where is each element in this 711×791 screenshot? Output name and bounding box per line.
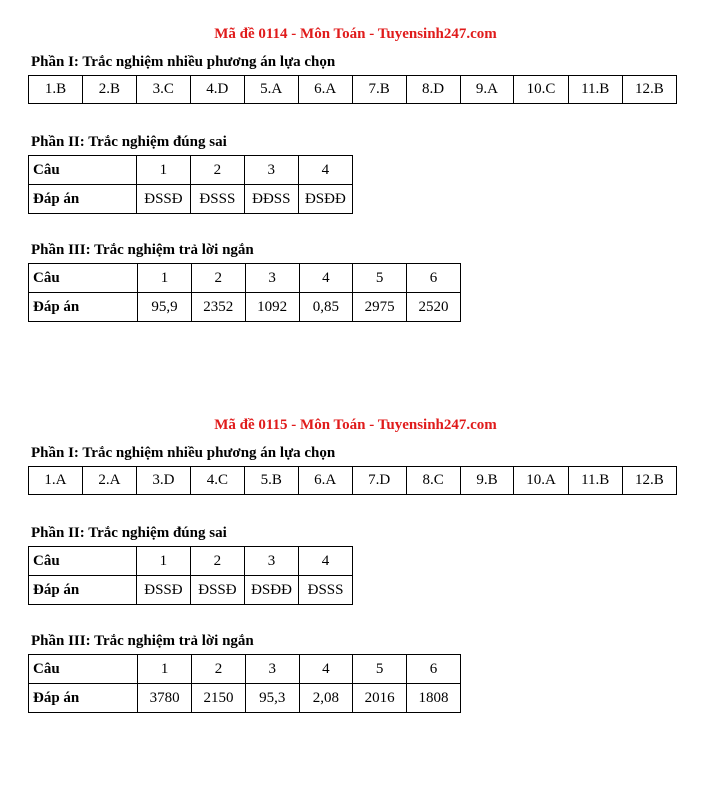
part2-heading: Phần II: Trắc nghiệm đúng sai [31, 525, 227, 541]
answer-cell: 7.D [352, 467, 406, 495]
answer-cell: 2.B [82, 76, 136, 104]
question-cell: 4 [299, 655, 353, 684]
row-header-question: Câu [29, 655, 138, 684]
answer-cell: 2.A [82, 467, 136, 495]
part1-answer-table [28, 466, 677, 495]
answer-cell: ĐSĐĐ [298, 185, 352, 214]
answer-cell: 10.C [514, 76, 568, 104]
question-cell: 3 [245, 655, 299, 684]
question-cell: 3 [244, 156, 298, 185]
answer-cell: 1092 [245, 293, 299, 322]
answer-cell: ĐĐSS [244, 185, 298, 214]
part3-answer-table [28, 263, 461, 322]
table-row [29, 467, 677, 495]
answer-cell: 6.A [298, 76, 352, 104]
question-cell: 4 [298, 156, 352, 185]
part3-heading: Phần III: Trắc nghiệm trả lời ngắn [31, 242, 254, 258]
answer-cell: 2016 [353, 684, 407, 713]
answer-cell: 12.B [622, 467, 676, 495]
answer-cell: 7.B [352, 76, 406, 104]
question-cell: 3 [245, 264, 299, 293]
answer-cell: 95,3 [245, 684, 299, 713]
question-cell: 2 [191, 264, 245, 293]
row-header-question: Câu [29, 264, 138, 293]
answer-cell: 11.B [568, 467, 622, 495]
row-header-question: Câu [29, 156, 137, 185]
question-cell: 1 [138, 264, 192, 293]
exam-title: Mã đề 0114 - Môn Toán - Tuyensinh247.com [214, 26, 497, 42]
answer-cell: 4.C [190, 467, 244, 495]
answer-cell: 95,9 [138, 293, 192, 322]
row-header-answer: Đáp án [29, 684, 138, 713]
answer-cell: 2,08 [299, 684, 353, 713]
question-cell: 2 [192, 655, 246, 684]
part2-heading: Phần II: Trắc nghiệm đúng sai [31, 134, 227, 150]
answer-cell: ĐSSS [299, 576, 353, 605]
answer-cell: 2150 [192, 684, 246, 713]
part3-heading: Phần III: Trắc nghiệm trả lời ngắn [31, 633, 254, 649]
question-cell: 6 [407, 655, 461, 684]
row-header-answer: Đáp án [29, 576, 137, 605]
row-header-question: Câu [29, 547, 137, 576]
answer-cell: ĐSSĐ [190, 576, 244, 605]
answer-cell: 3.C [136, 76, 190, 104]
table-row [29, 547, 353, 576]
table-row [29, 264, 461, 293]
exam-title: Mã đề 0115 - Môn Toán - Tuyensinh247.com [214, 417, 497, 433]
answer-cell: 1.A [29, 467, 83, 495]
table-row [29, 185, 353, 214]
answer-cell: 8.C [406, 467, 460, 495]
question-cell: 4 [299, 547, 353, 576]
question-cell: 5 [353, 655, 407, 684]
answer-cell: ĐSSS [190, 185, 244, 214]
answer-cell: 2520 [407, 293, 461, 322]
part3-answer-table [28, 654, 461, 713]
answer-cell: ĐSSĐ [136, 576, 190, 605]
answer-cell: 2975 [353, 293, 407, 322]
question-cell: 1 [136, 156, 190, 185]
answer-cell: 5.B [244, 467, 298, 495]
question-cell: 3 [244, 547, 298, 576]
answer-cell: 9.A [460, 76, 514, 104]
table-row [29, 655, 461, 684]
part2-answer-table [28, 546, 353, 605]
answer-cell: 3.D [136, 467, 190, 495]
part1-answer-table [28, 75, 677, 104]
answer-cell: 1.B [29, 76, 83, 104]
answer-cell: ĐSĐĐ [244, 576, 298, 605]
answer-cell: 5.A [244, 76, 298, 104]
row-header-answer: Đáp án [29, 185, 137, 214]
answer-cell: 10.A [514, 467, 568, 495]
question-cell: 6 [407, 264, 461, 293]
answer-cell: 12.B [622, 76, 676, 104]
answer-cell: 11.B [568, 76, 622, 104]
answer-cell: 3780 [138, 684, 192, 713]
part2-answer-table [28, 155, 353, 214]
table-row [29, 156, 353, 185]
table-row [29, 76, 677, 104]
table-row [29, 576, 353, 605]
answer-cell: 6.A [298, 467, 352, 495]
question-cell: 1 [136, 547, 190, 576]
table-row [29, 684, 461, 713]
answer-cell: 0,85 [299, 293, 353, 322]
answer-cell: 9.B [460, 467, 514, 495]
answer-cell: 1808 [407, 684, 461, 713]
part1-heading: Phần I: Trắc nghiệm nhiều phương án lựa chọn [31, 54, 336, 70]
answer-cell: 4.D [190, 76, 244, 104]
question-cell: 5 [353, 264, 407, 293]
question-cell: 4 [299, 264, 353, 293]
question-cell: 1 [138, 655, 192, 684]
question-cell: 2 [190, 547, 244, 576]
question-cell: 2 [190, 156, 244, 185]
answer-cell: 2352 [191, 293, 245, 322]
answer-cell: ĐSSĐ [136, 185, 190, 214]
row-header-answer: Đáp án [29, 293, 138, 322]
answer-cell: 8.D [406, 76, 460, 104]
part1-heading: Phần I: Trắc nghiệm nhiều phương án lựa chọn [31, 445, 336, 461]
table-row [29, 293, 461, 322]
